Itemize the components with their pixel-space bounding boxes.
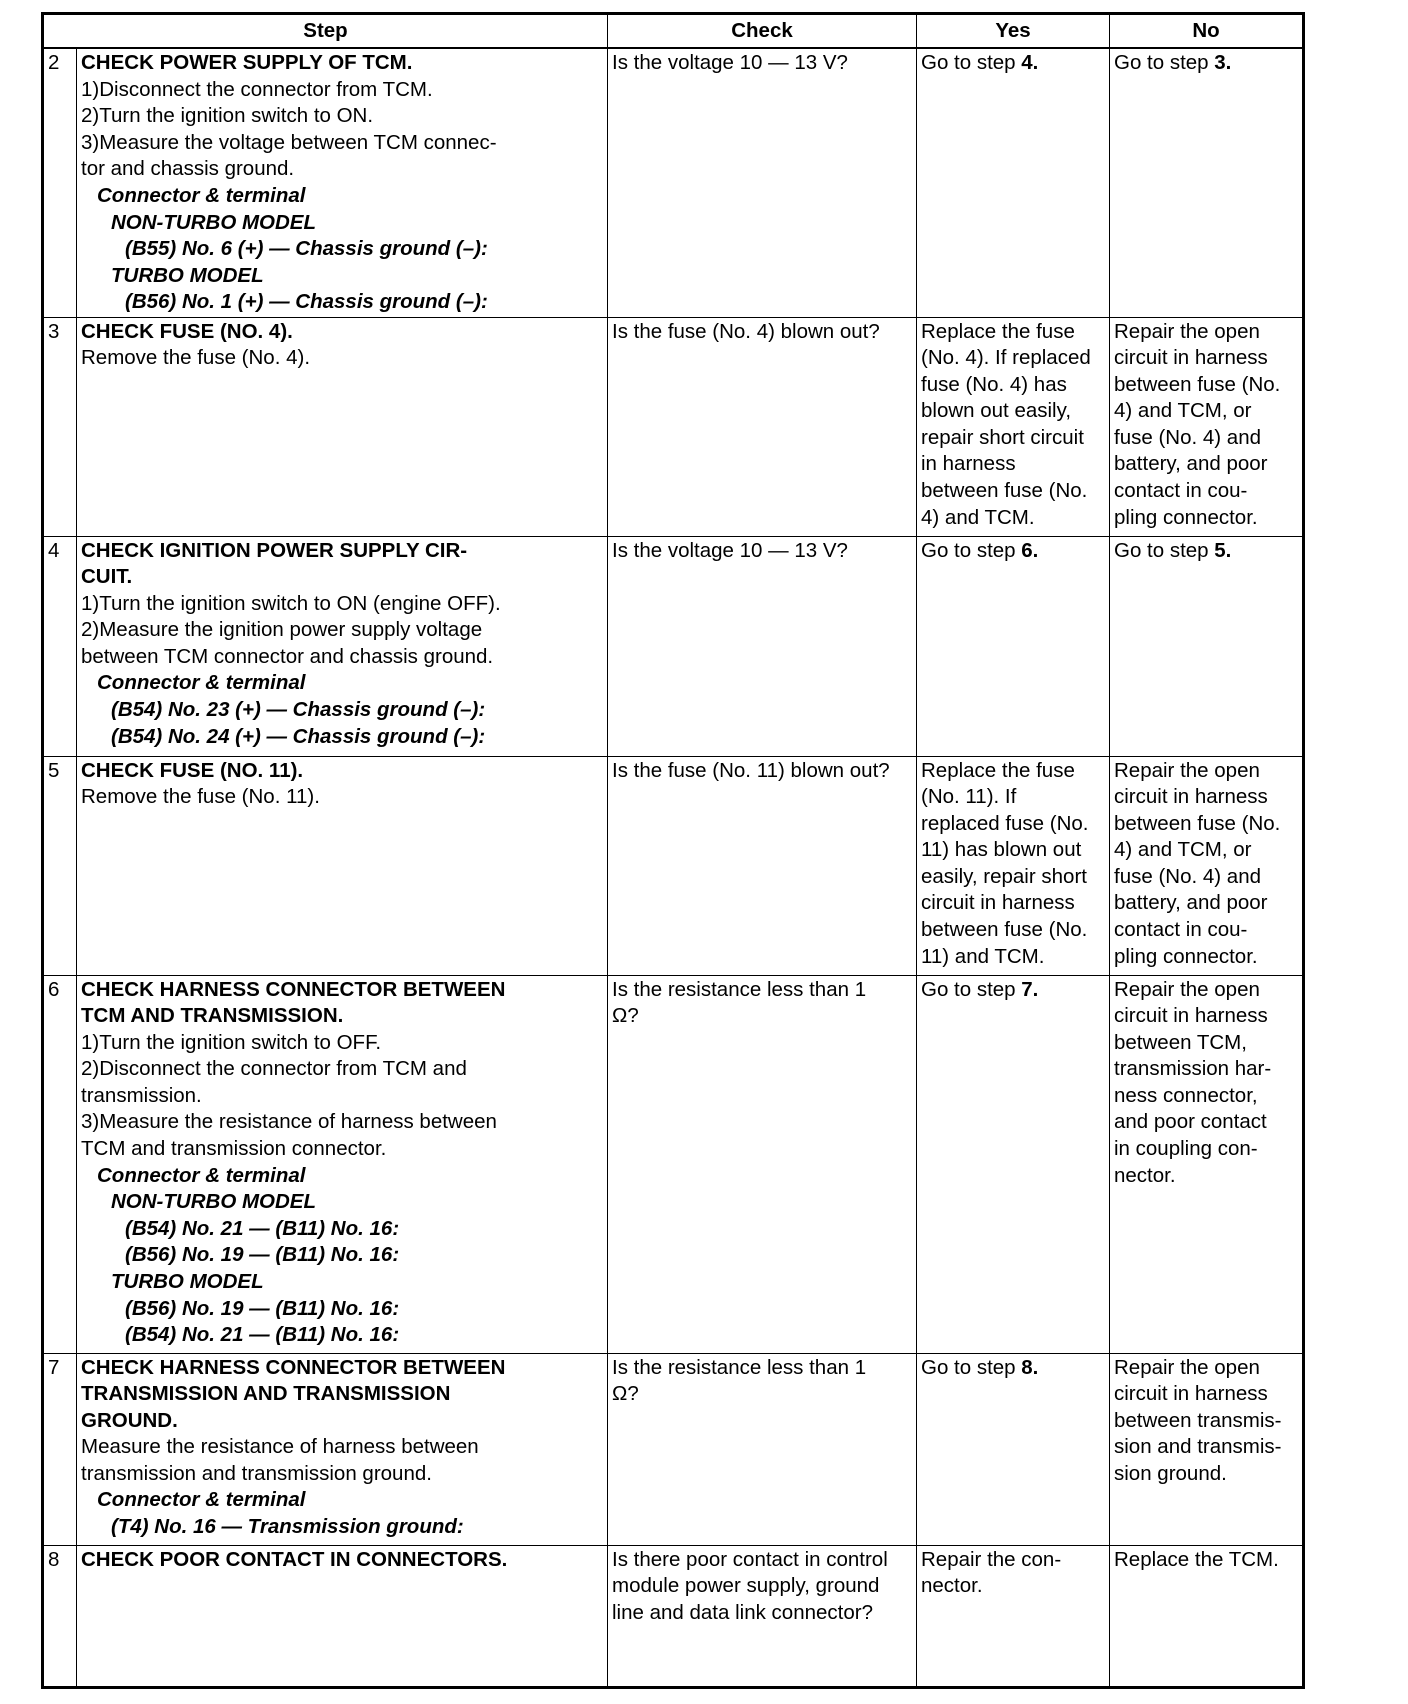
table-row bbox=[43, 1353, 1304, 1545]
check-line: Is there poor contact in control bbox=[612, 1547, 888, 1571]
yes-cell bbox=[917, 1353, 1110, 1545]
no-line bbox=[1114, 1355, 1298, 1382]
no-line bbox=[1114, 864, 1298, 891]
no-cell bbox=[1110, 1353, 1304, 1545]
no-line bbox=[1114, 505, 1298, 532]
step-title-line: TRANSMISSION AND TRANSMISSION bbox=[81, 1382, 451, 1406]
step-cell bbox=[77, 1353, 608, 1545]
check-cell bbox=[608, 1545, 917, 1687]
step-line: (B56) No. 1 (+) — Chassis ground (–): bbox=[125, 290, 488, 314]
step-title-line: CUIT. bbox=[81, 565, 133, 589]
step-line: 2)Turn the ignition switch to ON. bbox=[81, 104, 374, 128]
no-text: battery, and poor bbox=[1114, 891, 1268, 915]
step-line: transmission and transmission ground. bbox=[81, 1461, 432, 1485]
step-title-line: CHECK POOR CONTACT IN CONNECTORS. bbox=[81, 1547, 508, 1571]
step-line: (T4) No. 16 — Transmission ground: bbox=[111, 1515, 464, 1539]
yes-text: Repair the con- bbox=[921, 1547, 1062, 1571]
yes-line bbox=[921, 977, 1105, 1004]
yes-line bbox=[921, 837, 1105, 864]
no-text: nector. bbox=[1114, 1163, 1176, 1187]
step-line: (B55) No. 6 (+) — Chassis ground (–): bbox=[125, 237, 488, 261]
no-line bbox=[1114, 944, 1298, 971]
step-cell bbox=[77, 48, 608, 317]
yes-text: (No. 11). If bbox=[921, 785, 1017, 809]
no-text: Replace the TCM. bbox=[1114, 1547, 1279, 1571]
yes-text: Go to step bbox=[921, 51, 1022, 74]
check-line: line and data link connector? bbox=[612, 1600, 873, 1624]
yes-cell bbox=[917, 48, 1110, 317]
yes-text: (No. 4). If replaced bbox=[921, 346, 1091, 370]
step-reference: 8. bbox=[1021, 1355, 1039, 1379]
step-cell bbox=[77, 317, 608, 536]
yes-text: Go to step bbox=[921, 1355, 1022, 1379]
yes-text: circuit in harness bbox=[921, 891, 1075, 915]
yes-cell bbox=[917, 1545, 1110, 1687]
no-line bbox=[1114, 1083, 1298, 1110]
step-line: 1)Turn the ignition switch to ON (engine OFF). bbox=[81, 591, 501, 615]
table-row bbox=[43, 317, 1304, 536]
yes-line bbox=[921, 1547, 1105, 1574]
check-line: Is the voltage 10 — 13 V? bbox=[612, 538, 848, 562]
step-line: NON-TURBO MODEL bbox=[111, 1190, 316, 1214]
no-text: battery, and poor bbox=[1114, 452, 1268, 476]
no-text: circuit in harness bbox=[1114, 785, 1268, 809]
step-line: (B54) No. 23 (+) — Chassis ground (–): bbox=[111, 698, 486, 722]
no-text: 4) and TCM, or bbox=[1114, 838, 1252, 862]
yes-text: Go to step bbox=[921, 977, 1022, 1001]
step-cell bbox=[77, 975, 608, 1353]
no-text: sion ground. bbox=[1114, 1461, 1227, 1485]
step-title-line: GROUND. bbox=[81, 1408, 178, 1432]
table-header bbox=[43, 14, 1304, 49]
no-text: fuse (No. 4) and bbox=[1114, 864, 1261, 888]
step-line: 2)Disconnect the connector from TCM and bbox=[81, 1057, 467, 1081]
step-number: 8 bbox=[43, 1545, 77, 1687]
check-line: Ω? bbox=[612, 1382, 639, 1406]
step-cell bbox=[77, 756, 608, 975]
no-text: pling connector. bbox=[1114, 944, 1258, 968]
yes-line bbox=[921, 372, 1105, 399]
step-line: Remove the fuse (No. 4). bbox=[81, 346, 311, 370]
yes-text: fuse (No. 4) has bbox=[921, 372, 1067, 396]
no-line bbox=[1114, 345, 1298, 372]
step-title-line: TCM AND TRANSMISSION. bbox=[81, 1004, 344, 1028]
check-line: Ω? bbox=[612, 1004, 639, 1028]
yes-cell bbox=[917, 317, 1110, 536]
check-line: module power supply, ground bbox=[612, 1574, 880, 1598]
no-text: transmission har- bbox=[1114, 1057, 1272, 1081]
header-no: No bbox=[1110, 14, 1304, 49]
yes-text: Replace the fuse bbox=[921, 319, 1075, 343]
step-cell bbox=[77, 536, 608, 756]
check-cell bbox=[608, 317, 917, 536]
check-cell bbox=[608, 1353, 917, 1545]
yes-line bbox=[921, 398, 1105, 425]
no-line bbox=[1114, 1381, 1298, 1408]
yes-line bbox=[921, 50, 1105, 77]
yes-line bbox=[921, 505, 1105, 532]
no-line bbox=[1114, 1434, 1298, 1461]
yes-cell bbox=[917, 975, 1110, 1353]
no-line bbox=[1114, 50, 1298, 77]
no-text: Repair the open bbox=[1114, 758, 1260, 782]
no-line bbox=[1114, 890, 1298, 917]
no-text: between fuse (No. bbox=[1114, 372, 1281, 396]
check-line: Is the voltage 10 — 13 V? bbox=[612, 51, 848, 74]
yes-text: nector. bbox=[921, 1574, 983, 1598]
no-line bbox=[1114, 1547, 1298, 1574]
step-line: (B56) No. 19 — (B11) No. 16: bbox=[125, 1243, 400, 1267]
yes-text: between fuse (No. bbox=[921, 479, 1088, 503]
step-title-line: CHECK POWER SUPPLY OF TCM. bbox=[81, 51, 413, 74]
yes-cell bbox=[917, 756, 1110, 975]
yes-line bbox=[921, 451, 1105, 478]
no-text: sion and transmis- bbox=[1114, 1435, 1282, 1459]
step-title-line: CHECK FUSE (NO. 4). bbox=[81, 319, 293, 343]
step-title-line: CHECK HARNESS CONNECTOR BETWEEN bbox=[81, 977, 506, 1001]
step-number: 7 bbox=[43, 1353, 77, 1545]
step-number: 2 bbox=[43, 48, 77, 317]
no-line bbox=[1114, 758, 1298, 785]
no-text: contact in cou- bbox=[1114, 918, 1248, 942]
no-cell bbox=[1110, 975, 1304, 1353]
no-line bbox=[1114, 1136, 1298, 1163]
table-row bbox=[43, 48, 1304, 317]
table-row bbox=[43, 536, 1304, 756]
step-number: 6 bbox=[43, 975, 77, 1353]
step-line: 2)Measure the ignition power supply voltage bbox=[81, 618, 483, 642]
step-title-line: CHECK HARNESS CONNECTOR BETWEEN bbox=[81, 1355, 506, 1379]
step-line: between TCM connector and chassis ground. bbox=[81, 644, 494, 668]
yes-text: replaced fuse (No. bbox=[921, 811, 1089, 835]
no-line bbox=[1114, 1109, 1298, 1136]
yes-text: Replace the fuse bbox=[921, 758, 1075, 782]
step-line: 3)Measure the voltage between TCM connec- bbox=[81, 130, 497, 154]
check-cell bbox=[608, 536, 917, 756]
step-number: 5 bbox=[43, 756, 77, 975]
yes-text: Go to step bbox=[921, 538, 1022, 562]
step-line: Connector & terminal bbox=[97, 1163, 306, 1187]
yes-text: between fuse (No. bbox=[921, 918, 1088, 942]
step-line: 1)Turn the ignition switch to OFF. bbox=[81, 1030, 382, 1054]
diagnostic-table bbox=[41, 12, 1305, 1689]
no-text: Go to step bbox=[1114, 538, 1215, 562]
table-row bbox=[43, 756, 1304, 975]
no-line bbox=[1114, 1408, 1298, 1435]
no-line bbox=[1114, 372, 1298, 399]
step-line: TCM and transmission connector. bbox=[81, 1137, 387, 1161]
yes-line bbox=[921, 1573, 1105, 1600]
no-line bbox=[1114, 977, 1298, 1004]
no-text: Repair the open bbox=[1114, 1355, 1260, 1379]
table-row bbox=[43, 1545, 1304, 1687]
no-line bbox=[1114, 451, 1298, 478]
step-line: TURBO MODEL bbox=[111, 1270, 264, 1294]
step-reference: 3. bbox=[1214, 51, 1232, 74]
no-cell bbox=[1110, 48, 1304, 317]
no-text: and poor contact bbox=[1114, 1110, 1267, 1134]
step-number: 4 bbox=[43, 536, 77, 756]
no-text: between fuse (No. bbox=[1114, 811, 1281, 835]
yes-line bbox=[921, 784, 1105, 811]
no-line bbox=[1114, 784, 1298, 811]
step-line: Measure the resistance of harness between bbox=[81, 1435, 479, 1459]
no-line bbox=[1114, 1056, 1298, 1083]
no-cell bbox=[1110, 756, 1304, 975]
no-line bbox=[1114, 1030, 1298, 1057]
no-line bbox=[1114, 319, 1298, 346]
step-title-line: CHECK FUSE (NO. 11). bbox=[81, 758, 304, 782]
check-cell bbox=[608, 975, 917, 1353]
no-text: circuit in harness bbox=[1114, 346, 1268, 370]
header-yes: Yes bbox=[917, 14, 1110, 49]
table-body bbox=[43, 48, 1304, 1687]
step-line: Connector & terminal bbox=[97, 183, 306, 207]
step-line: 3)Measure the resistance of harness between bbox=[81, 1110, 497, 1134]
no-text: circuit in harness bbox=[1114, 1382, 1268, 1406]
step-reference: 5. bbox=[1214, 538, 1232, 562]
no-text: Repair the open bbox=[1114, 319, 1260, 343]
yes-line bbox=[921, 758, 1105, 785]
no-line bbox=[1114, 1461, 1298, 1488]
header-step: Step bbox=[43, 14, 608, 49]
yes-line bbox=[921, 345, 1105, 372]
no-text: contact in cou- bbox=[1114, 479, 1248, 503]
yes-cell bbox=[917, 536, 1110, 756]
yes-text: 11) has blown out bbox=[921, 838, 1082, 862]
yes-line bbox=[921, 478, 1105, 505]
yes-line bbox=[921, 944, 1105, 971]
yes-text: in harness bbox=[921, 452, 1016, 476]
yes-line bbox=[921, 425, 1105, 452]
step-line: transmission. bbox=[81, 1083, 202, 1107]
no-text: in coupling con- bbox=[1114, 1137, 1258, 1161]
no-text: ness connector, bbox=[1114, 1083, 1258, 1107]
no-line bbox=[1114, 425, 1298, 452]
step-reference: 6. bbox=[1021, 538, 1039, 562]
no-line bbox=[1114, 538, 1298, 565]
step-title-line: CHECK IGNITION POWER SUPPLY CIR- bbox=[81, 538, 468, 562]
yes-text: easily, repair short bbox=[921, 864, 1087, 888]
no-cell bbox=[1110, 1545, 1304, 1687]
yes-line bbox=[921, 538, 1105, 565]
no-cell bbox=[1110, 317, 1304, 536]
step-line: 1)Disconnect the connector from TCM. bbox=[81, 77, 433, 101]
no-text: Repair the open bbox=[1114, 977, 1260, 1001]
yes-line bbox=[921, 890, 1105, 917]
step-line: NON-TURBO MODEL bbox=[111, 210, 316, 234]
no-line bbox=[1114, 1163, 1298, 1190]
step-line: (B54) No. 21 — (B11) No. 16: bbox=[125, 1323, 400, 1347]
check-cell bbox=[608, 48, 917, 317]
no-text: Go to step bbox=[1114, 51, 1215, 74]
header-row bbox=[43, 14, 1304, 49]
no-text: pling connector. bbox=[1114, 505, 1258, 529]
yes-text: repair short circuit bbox=[921, 425, 1084, 449]
check-line: Is the fuse (No. 11) blown out? bbox=[612, 758, 890, 782]
no-text: between TCM, bbox=[1114, 1030, 1247, 1054]
step-cell bbox=[77, 1545, 608, 1687]
header-check: Check bbox=[608, 14, 917, 49]
step-line: Connector & terminal bbox=[97, 1488, 306, 1512]
no-line bbox=[1114, 917, 1298, 944]
step-line: tor and chassis ground. bbox=[81, 157, 295, 181]
yes-line bbox=[921, 1355, 1105, 1382]
check-line: Is the resistance less than 1 bbox=[612, 1355, 867, 1379]
no-text: 4) and TCM, or bbox=[1114, 399, 1252, 423]
yes-line bbox=[921, 864, 1105, 891]
table-row bbox=[43, 975, 1304, 1353]
no-cell bbox=[1110, 536, 1304, 756]
no-text: circuit in harness bbox=[1114, 1004, 1268, 1028]
step-line: TURBO MODEL bbox=[111, 263, 264, 287]
yes-line bbox=[921, 811, 1105, 838]
check-line: Is the fuse (No. 4) blown out? bbox=[612, 319, 880, 343]
step-line: Remove the fuse (No. 11). bbox=[81, 785, 320, 809]
no-line bbox=[1114, 837, 1298, 864]
no-line bbox=[1114, 398, 1298, 425]
step-number: 3 bbox=[43, 317, 77, 536]
no-text: fuse (No. 4) and bbox=[1114, 425, 1261, 449]
no-line bbox=[1114, 1003, 1298, 1030]
step-reference: 4. bbox=[1021, 51, 1039, 74]
no-line bbox=[1114, 811, 1298, 838]
no-text: between transmis- bbox=[1114, 1408, 1282, 1432]
step-line: (B54) No. 24 (+) — Chassis ground (–): bbox=[111, 724, 486, 748]
check-line: Is the resistance less than 1 bbox=[612, 977, 867, 1001]
yes-line bbox=[921, 917, 1105, 944]
check-cell bbox=[608, 756, 917, 975]
yes-text: 4) and TCM. bbox=[921, 505, 1035, 529]
step-line: Connector & terminal bbox=[97, 671, 306, 695]
yes-text: blown out easily, bbox=[921, 399, 1072, 423]
no-line bbox=[1114, 478, 1298, 505]
yes-text: 11) and TCM. bbox=[921, 944, 1045, 968]
yes-line bbox=[921, 319, 1105, 346]
step-line: (B54) No. 21 — (B11) No. 16: bbox=[125, 1216, 400, 1240]
step-line: (B56) No. 19 — (B11) No. 16: bbox=[125, 1296, 400, 1320]
step-reference: 7. bbox=[1021, 977, 1039, 1001]
